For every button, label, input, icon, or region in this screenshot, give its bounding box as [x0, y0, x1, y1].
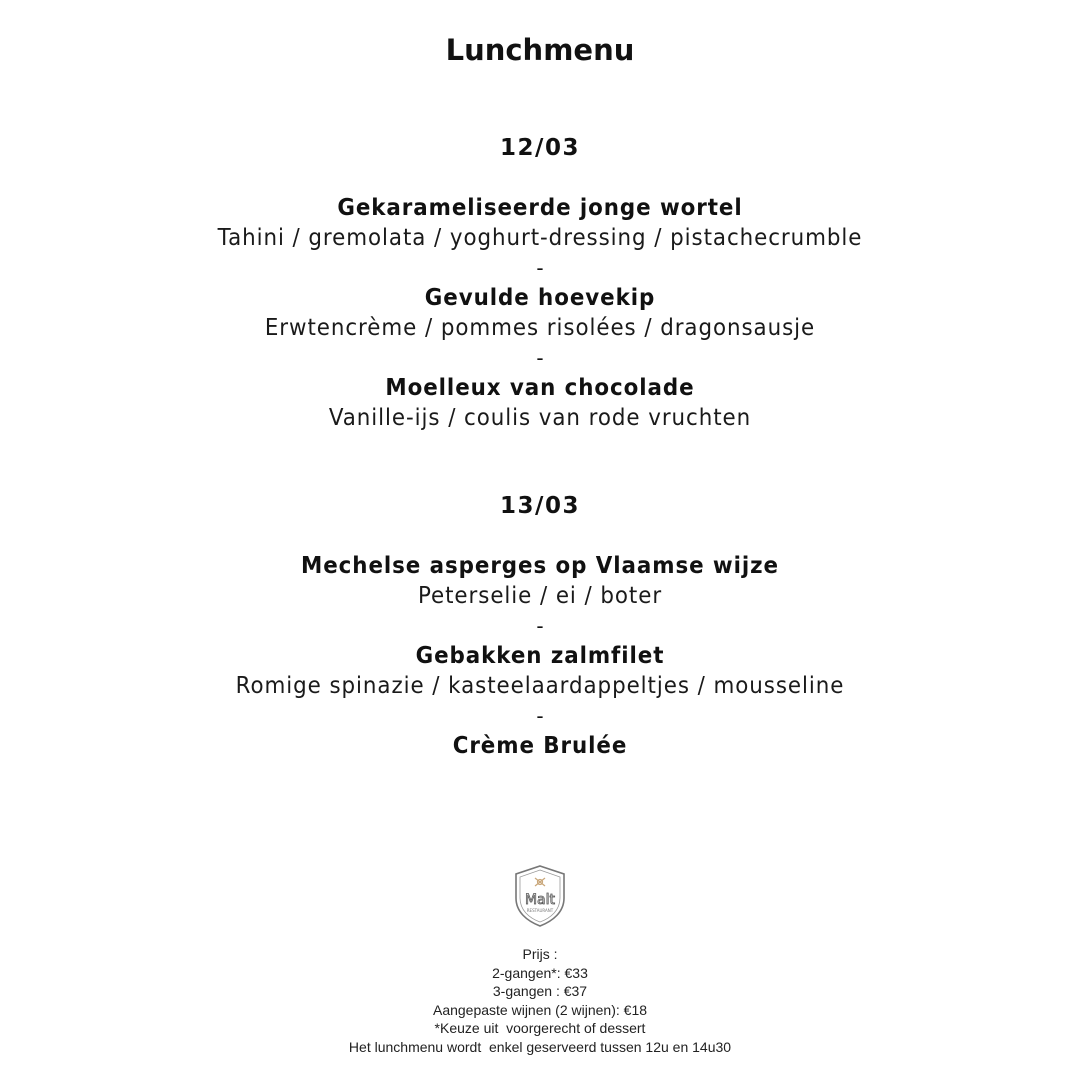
serving-hours: Het lunchmenu wordt enkel geserveerd tussen 12u en 14u30 — [348, 1038, 732, 1055]
course-name: Gevulde hoevekip — [424, 285, 656, 311]
day-section-1203 — [0, 133, 1080, 433]
svg-text:Malt: Malt — [524, 892, 556, 908]
price-wines: Aangepaste wijnen (2 wijnen): €18 — [432, 1001, 648, 1018]
course-separator: - — [536, 346, 544, 370]
course-separator: - — [536, 256, 544, 280]
course-name: Gekarameliseerde jonge wortel — [337, 195, 743, 221]
course-name: Mechelse asperges op Vlaamse wijze — [301, 553, 779, 579]
day-section-1303 — [0, 491, 1080, 761]
day-date: 13/03 — [500, 493, 580, 519]
svg-text:RESTAURANT: RESTAURANT — [526, 908, 554, 913]
course-description: Romige spinazie / kasteelaardappeltjes / mousseline — [235, 673, 845, 699]
course-separator: - — [536, 614, 544, 638]
day-date: 12/03 — [500, 135, 580, 161]
course-description: Peterselie / ei / boter — [417, 583, 663, 609]
page-title: Lunchmenu — [445, 33, 635, 67]
course-name: Moelleux van chocolade — [385, 375, 695, 401]
course-description: Erwtencrème / pommes risolées / dragonsausje — [264, 315, 816, 341]
price-info — [0, 945, 1080, 1056]
price-label: Prijs : — [522, 946, 558, 962]
price-three-courses: 3-gangen : €37 — [492, 983, 588, 999]
course-description: Tahini / gremolata / yoghurt-dressing / pistachecrumble — [217, 225, 863, 251]
course-name: Crème Brulée — [452, 733, 628, 759]
malt-logo-icon — [513, 864, 567, 928]
price-two-courses: 2-gangen*: €33 — [492, 964, 588, 981]
course-separator: - — [536, 704, 544, 728]
choice-note: *Keuze uit voorgerecht of dessert — [434, 1020, 646, 1036]
course-description: Vanille-ijs / coulis van rode vruchten — [328, 405, 752, 431]
course-name: Gebakken zalmfilet — [415, 643, 665, 669]
